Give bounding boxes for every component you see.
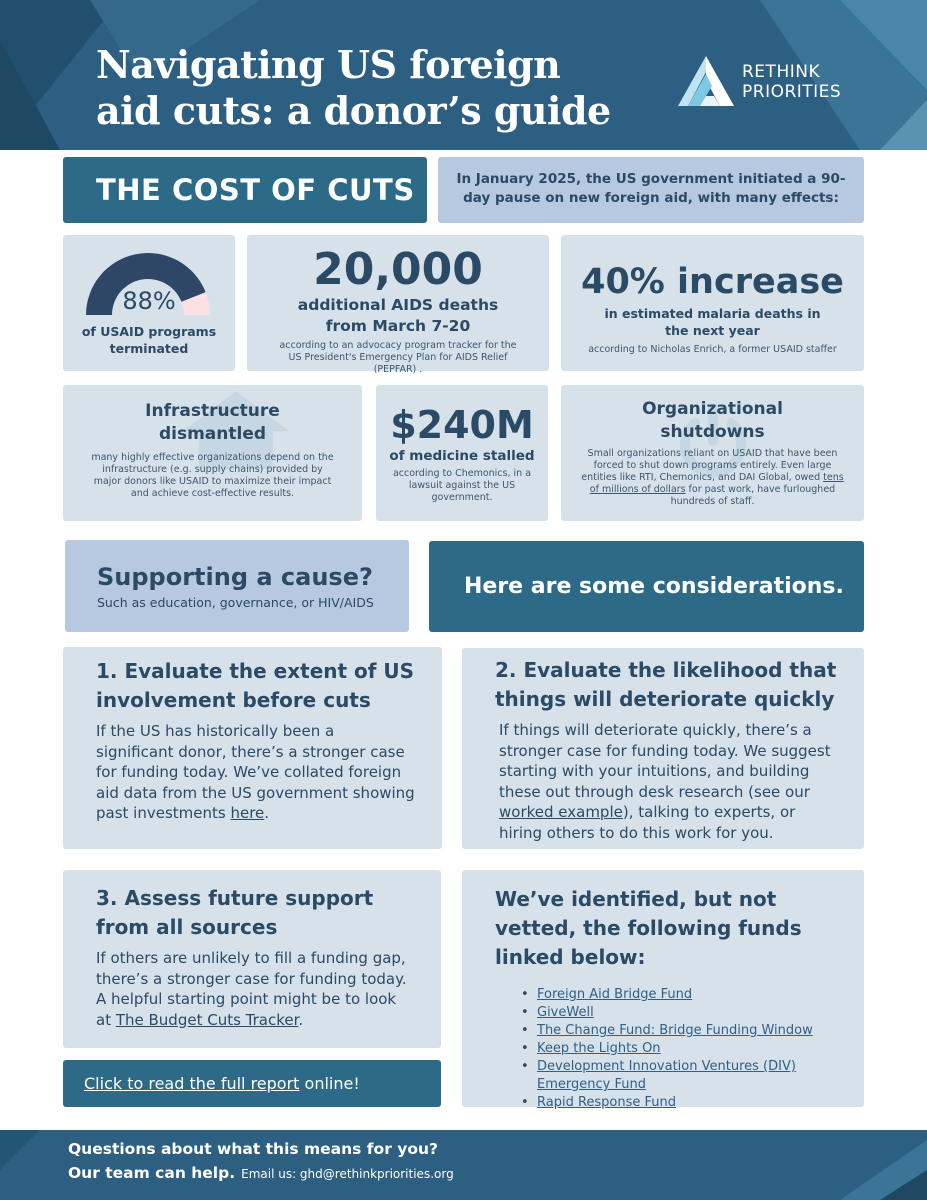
- aids-source: according to an advocacy program tracker for the US President's Emergency Plan for AIDS Relief (PEPFAR) .: [279, 340, 517, 375]
- shutdowns-text-after: for past work, have furloughed hundreds of staff.: [670, 484, 836, 507]
- infrastructure-text: many highly effective organizations depend on the infrastructure (e.g. supply chains) provided by major donors like USAID to maximize their impact and achieve cost-effective results.: [91, 452, 334, 499]
- funds-card: [462, 870, 864, 1110]
- footer-text: [68, 1137, 454, 1186]
- stat-shutdowns-card: [561, 385, 864, 521]
- funds-heading: We’ve identified, but not vetted, the following funds linked below:: [495, 887, 802, 969]
- footer-email[interactable]: Email us: ghd@rethinkpriorities.org: [241, 1167, 454, 1181]
- step1-card: [63, 647, 442, 849]
- logo-mark-icon: [676, 54, 736, 110]
- shutdowns-title-line1: Organizational: [642, 399, 783, 419]
- malaria-number: 40% increase: [581, 262, 844, 302]
- step3-heading: 3. Assess future support from all sources: [96, 886, 374, 939]
- aids-label-line1: additional AIDS deaths: [297, 296, 499, 314]
- infrastructure-title-line1: Infrastructure: [145, 401, 280, 421]
- intro-text: In January 2025, the US government initiated a 90-day pause on new foreign aid, with many effects:: [456, 171, 846, 206]
- shutdowns-link[interactable]: tens of millions of dollars: [589, 472, 844, 495]
- step3-text-body: If others are unlikely to fill a funding gap, there’s a stronger case for funding today. A helpful starting point might be to look at: [96, 949, 407, 1029]
- step3-text: [96, 948, 415, 1030]
- cost-of-cuts-title: [63, 157, 427, 223]
- stat-medicine-card: [376, 385, 548, 521]
- step1-text-body: If the US has historically been a significant donor, there’s a stronger case for funding today. We’ve collated foreign aid data from the US government showing past investments: [96, 722, 415, 822]
- step1-text: [96, 721, 416, 824]
- step2-worked-example-link[interactable]: worked example: [499, 803, 623, 821]
- step2-text-before: If things will deteriorate quickly, there’s a stronger case for funding today. We suggest starting with your intuitions, and building these out through desk research (see our: [499, 721, 831, 801]
- fund-link[interactable]: GiveWell: [537, 1005, 594, 1020]
- fund-item[interactable]: [537, 1094, 844, 1112]
- fund-item[interactable]: [537, 986, 844, 1004]
- logo-text-rethink: RETHINK: [742, 62, 821, 82]
- infrastructure-title-line2: dismantled: [158, 424, 267, 444]
- fund-link[interactable]: Foreign Aid Bridge Fund: [537, 987, 693, 1002]
- supporting-cause-subtitle: Such as education, governance, or HIV/AIDS: [97, 595, 374, 610]
- stat-aids-card: [247, 235, 549, 375]
- header-banner: [0, 0, 927, 150]
- fund-item[interactable]: [537, 1058, 844, 1094]
- fund-item[interactable]: [537, 1022, 844, 1040]
- step2-heading: 2. Evaluate the likelihood that things will deteriorate quickly: [495, 658, 837, 711]
- aids-label-line2: from March 7-20: [325, 317, 471, 335]
- footer-line1: Questions about what this means for you?: [68, 1140, 439, 1158]
- fund-link[interactable]: Rapid Response Fund: [537, 1095, 677, 1110]
- read-report-link[interactable]: Click to read the full report: [84, 1074, 300, 1093]
- budget-cuts-tracker-link[interactable]: The Budget Cuts Tracker: [115, 1010, 299, 1029]
- stat-programs-card: [63, 235, 235, 371]
- considerations-text: Here are some considerations.: [464, 574, 844, 599]
- page-title: [96, 42, 616, 134]
- fund-item[interactable]: [537, 1004, 844, 1022]
- fund-link[interactable]: Keep the Lights On: [537, 1041, 661, 1056]
- logo-text-priorities: PRIORITIES: [742, 82, 842, 102]
- intro-box: [438, 157, 864, 223]
- fund-item[interactable]: [537, 1040, 844, 1058]
- footer: [0, 1130, 927, 1200]
- step1-here-link[interactable]: here: [230, 804, 265, 822]
- fund-link[interactable]: Development Innovation Ventures (DIV) Emergency Fund: [537, 1059, 796, 1092]
- read-report-suffix: online!: [299, 1074, 360, 1093]
- page-title-line1: Navigating US foreign: [96, 42, 561, 87]
- stat-malaria-card: [561, 235, 864, 371]
- step1-heading: 1. Evaluate the extent of US involvement before cuts: [96, 659, 415, 712]
- malaria-source: according to Nicholas Enrich, a former USAID staffer: [588, 344, 837, 355]
- step2-text-after: ), talking to experts, or hiring others to do this work for you.: [499, 803, 796, 842]
- medicine-source: according to Chemonics, in a lawsuit against the US government.: [392, 468, 532, 503]
- supporting-cause-title: Supporting a cause?: [97, 563, 373, 591]
- cost-of-cuts-title-text: THE COST OF CUTS: [96, 173, 415, 207]
- programs-percent: 88%: [122, 287, 176, 315]
- medicine-number: $240M: [390, 403, 534, 447]
- medicine-label: of medicine stalled: [389, 448, 535, 464]
- step3-text-end: .: [298, 1010, 304, 1029]
- rethink-priorities-logo: [676, 52, 846, 112]
- fund-link[interactable]: The Change Fund: Bridge Funding Window: [537, 1023, 813, 1038]
- shutdowns-text: [561, 444, 864, 508]
- malaria-label-line1: in estimated malaria deaths in: [604, 306, 821, 321]
- programs-label: of USAID programs terminated: [81, 324, 217, 356]
- step1-text-end: .: [264, 804, 270, 822]
- footer-line2: Our team can help.: [68, 1164, 236, 1182]
- funds-list: [495, 986, 844, 1112]
- shutdowns-title-line2: shutdowns: [660, 422, 765, 442]
- step3-card: [63, 870, 441, 1048]
- stat-infrastructure-card: [63, 385, 362, 521]
- page-title-line2: aid cuts: a donor’s guide: [96, 88, 611, 133]
- aids-number: 20,000: [313, 244, 483, 295]
- read-report-button[interactable]: [63, 1060, 441, 1107]
- considerations-banner: [429, 541, 864, 632]
- supporting-cause-box: [65, 540, 409, 632]
- step2-card: [462, 648, 864, 849]
- step2-text: [495, 720, 842, 843]
- malaria-label-line2: the next year: [665, 323, 760, 338]
- shutdowns-text-before: Small organizations reliant on USAID that have been forced to shut down programs entirely. Even large entities like RTI, Chemonics, and DAI Global, owed: [581, 448, 838, 483]
